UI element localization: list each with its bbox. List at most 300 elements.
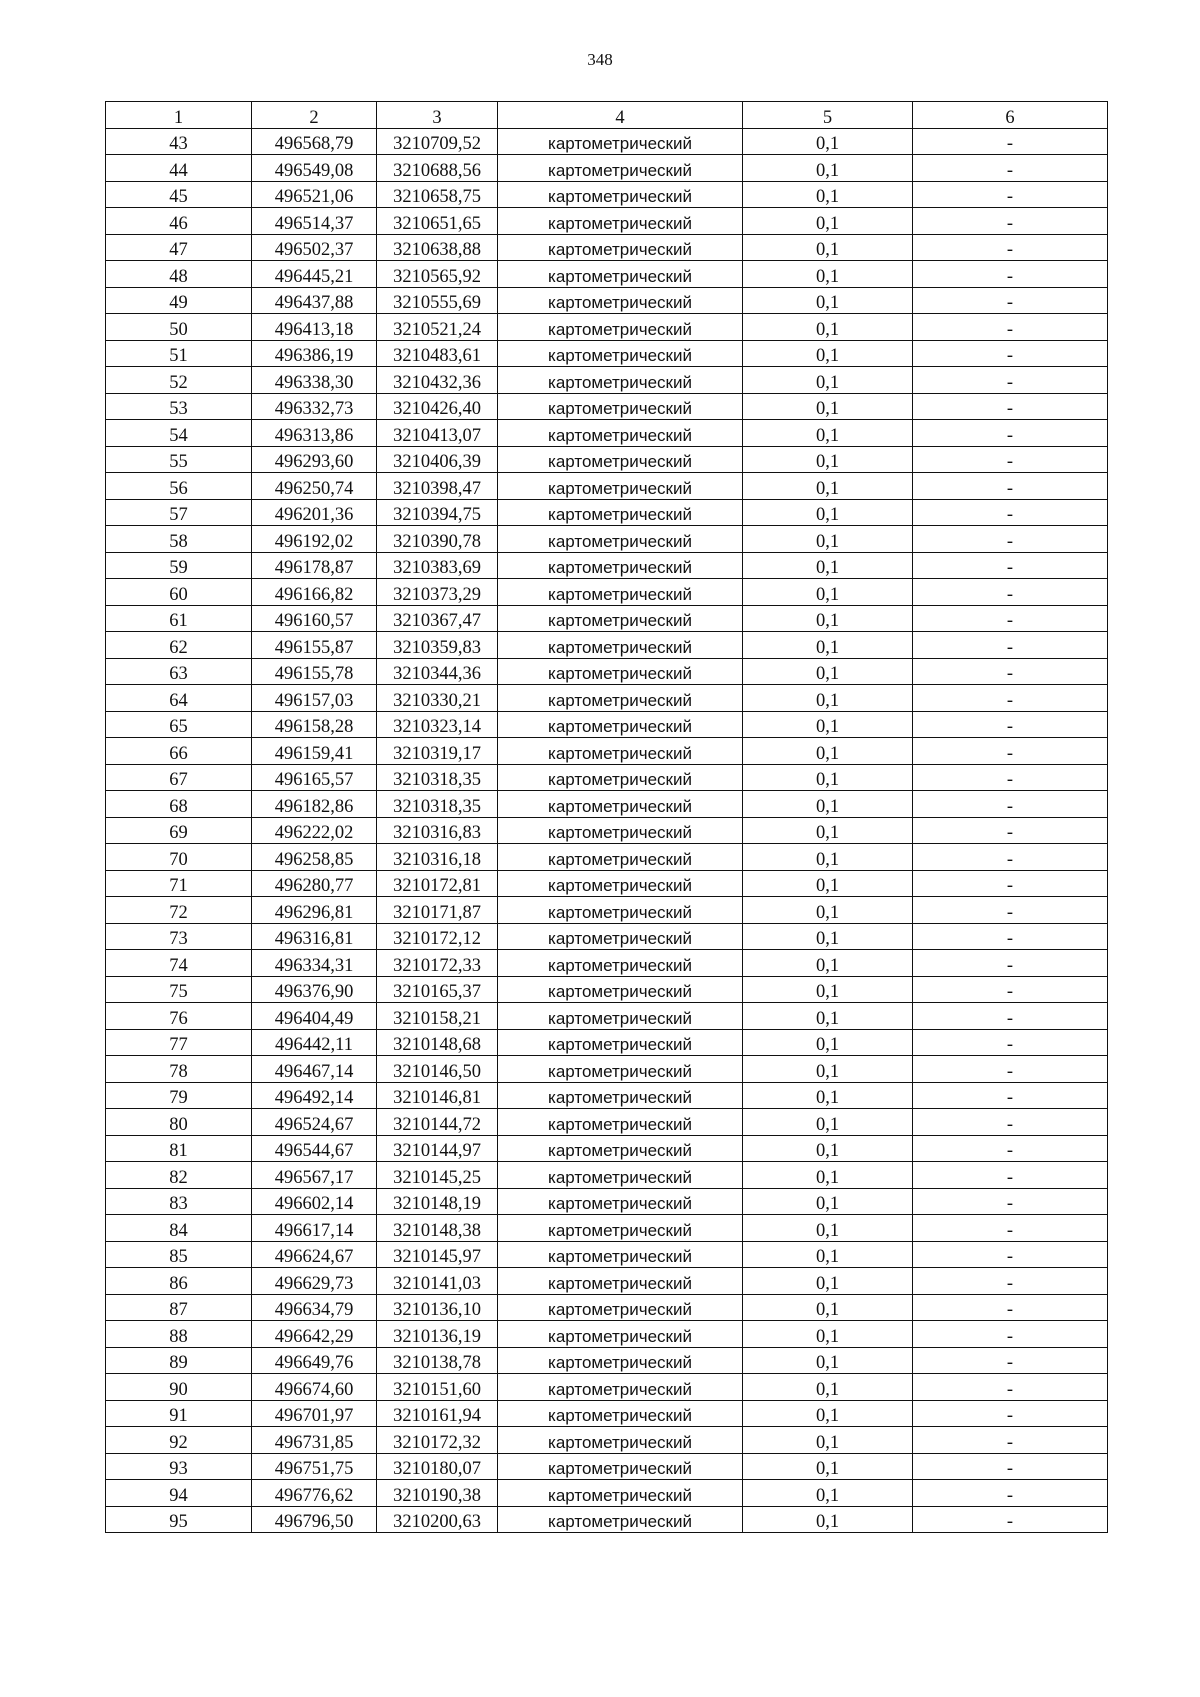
note-cell: - (913, 1374, 1108, 1401)
accuracy-cell: 0,1 (743, 738, 913, 765)
note-cell: - (913, 685, 1108, 712)
x-coordinate-cell: 496514,37 (252, 208, 377, 235)
point-number-cell: 80 (106, 1109, 252, 1136)
point-number-cell: 83 (106, 1188, 252, 1215)
point-number-cell: 69 (106, 817, 252, 844)
table-row (106, 1294, 1108, 1321)
note-cell: - (913, 393, 1108, 420)
note-cell: - (913, 658, 1108, 685)
x-coordinate-cell: 496258,85 (252, 844, 377, 871)
method-cell: картометрический (498, 234, 743, 261)
method-cell: картометрический (498, 314, 743, 341)
point-number-cell: 53 (106, 393, 252, 420)
note-cell: - (913, 446, 1108, 473)
y-coordinate-cell: 3210165,37 (377, 976, 498, 1003)
table-row (106, 605, 1108, 632)
point-number-cell: 84 (106, 1215, 252, 1242)
point-number-cell: 68 (106, 791, 252, 818)
table-row (106, 1003, 1108, 1030)
table-row (106, 1453, 1108, 1480)
table-row (106, 1268, 1108, 1295)
point-number-cell: 65 (106, 711, 252, 738)
method-cell: картометрический (498, 1109, 743, 1136)
note-cell: - (913, 1109, 1108, 1136)
table-row (106, 234, 1108, 261)
accuracy-cell: 0,1 (743, 897, 913, 924)
x-coordinate-cell: 496701,97 (252, 1400, 377, 1427)
x-coordinate-cell: 496192,02 (252, 526, 377, 553)
x-coordinate-cell: 496437,88 (252, 287, 377, 314)
note-cell: - (913, 1029, 1108, 1056)
method-cell: картометрический (498, 1003, 743, 1030)
coordinates-table (105, 101, 1108, 1533)
y-coordinate-cell: 3210316,83 (377, 817, 498, 844)
y-coordinate-cell: 3210148,68 (377, 1029, 498, 1056)
accuracy-cell: 0,1 (743, 764, 913, 791)
accuracy-cell: 0,1 (743, 711, 913, 738)
method-cell: картометрический (498, 208, 743, 235)
table-row (106, 950, 1108, 977)
table-row (106, 367, 1108, 394)
y-coordinate-cell: 3210638,88 (377, 234, 498, 261)
y-coordinate-cell: 3210323,14 (377, 711, 498, 738)
note-cell: - (913, 1215, 1108, 1242)
method-cell: картометрический (498, 1480, 743, 1507)
x-coordinate-cell: 496250,74 (252, 473, 377, 500)
note-cell: - (913, 605, 1108, 632)
method-cell: картометрический (498, 1374, 743, 1401)
table-row (106, 1109, 1108, 1136)
y-coordinate-cell: 3210316,18 (377, 844, 498, 871)
table-row (106, 1241, 1108, 1268)
point-number-cell: 67 (106, 764, 252, 791)
accuracy-cell: 0,1 (743, 340, 913, 367)
point-number-cell: 82 (106, 1162, 252, 1189)
table-row (106, 261, 1108, 288)
y-coordinate-cell: 3210318,35 (377, 764, 498, 791)
table-row (106, 1082, 1108, 1109)
x-coordinate-cell: 496568,79 (252, 128, 377, 155)
accuracy-cell: 0,1 (743, 261, 913, 288)
note-cell: - (913, 632, 1108, 659)
point-number-cell: 74 (106, 950, 252, 977)
accuracy-cell: 0,1 (743, 1321, 913, 1348)
point-number-cell: 49 (106, 287, 252, 314)
point-number-cell: 81 (106, 1135, 252, 1162)
y-coordinate-cell: 3210158,21 (377, 1003, 498, 1030)
point-number-cell: 45 (106, 181, 252, 208)
accuracy-cell: 0,1 (743, 950, 913, 977)
method-cell: картометрический (498, 473, 743, 500)
table-row (106, 658, 1108, 685)
method-cell: картометрический (498, 923, 743, 950)
note-cell: - (913, 473, 1108, 500)
x-coordinate-cell: 496549,08 (252, 155, 377, 182)
column-header: 5 (743, 102, 913, 129)
accuracy-cell: 0,1 (743, 155, 913, 182)
accuracy-cell: 0,1 (743, 367, 913, 394)
accuracy-cell: 0,1 (743, 658, 913, 685)
table-row (106, 870, 1108, 897)
y-coordinate-cell: 3210190,38 (377, 1480, 498, 1507)
x-coordinate-cell: 496376,90 (252, 976, 377, 1003)
x-coordinate-cell: 496796,50 (252, 1506, 377, 1533)
accuracy-cell: 0,1 (743, 976, 913, 1003)
point-number-cell: 46 (106, 208, 252, 235)
note-cell: - (913, 1241, 1108, 1268)
point-number-cell: 90 (106, 1374, 252, 1401)
y-coordinate-cell: 3210367,47 (377, 605, 498, 632)
table-row (106, 499, 1108, 526)
y-coordinate-cell: 3210688,56 (377, 155, 498, 182)
x-coordinate-cell: 496293,60 (252, 446, 377, 473)
note-cell: - (913, 1347, 1108, 1374)
table-row (106, 1321, 1108, 1348)
accuracy-cell: 0,1 (743, 128, 913, 155)
point-number-cell: 95 (106, 1506, 252, 1533)
point-number-cell: 73 (106, 923, 252, 950)
method-cell: картометрический (498, 1029, 743, 1056)
table-row (106, 552, 1108, 579)
table-row (106, 897, 1108, 924)
method-cell: картометрический (498, 1241, 743, 1268)
point-number-cell: 44 (106, 155, 252, 182)
note-cell: - (913, 420, 1108, 447)
method-cell: картометрический (498, 1453, 743, 1480)
note-cell: - (913, 1188, 1108, 1215)
table-row (106, 1188, 1108, 1215)
accuracy-cell: 0,1 (743, 181, 913, 208)
point-number-cell: 75 (106, 976, 252, 1003)
point-number-cell: 86 (106, 1268, 252, 1295)
method-cell: картометрический (498, 155, 743, 182)
method-cell: картометрический (498, 181, 743, 208)
table-row (106, 738, 1108, 765)
accuracy-cell: 0,1 (743, 287, 913, 314)
accuracy-cell: 0,1 (743, 393, 913, 420)
accuracy-cell: 0,1 (743, 1347, 913, 1374)
accuracy-cell: 0,1 (743, 446, 913, 473)
y-coordinate-cell: 3210651,65 (377, 208, 498, 235)
table-row (106, 1427, 1108, 1454)
note-cell: - (913, 579, 1108, 606)
x-coordinate-cell: 496332,73 (252, 393, 377, 420)
note-cell: - (913, 870, 1108, 897)
y-coordinate-cell: 3210141,03 (377, 1268, 498, 1295)
method-cell: картометрический (498, 287, 743, 314)
x-coordinate-cell: 496642,29 (252, 1321, 377, 1348)
method-cell: картометрический (498, 791, 743, 818)
method-cell: картометрический (498, 420, 743, 447)
accuracy-cell: 0,1 (743, 1453, 913, 1480)
note-cell: - (913, 844, 1108, 871)
method-cell: картометрический (498, 393, 743, 420)
x-coordinate-cell: 496442,11 (252, 1029, 377, 1056)
y-coordinate-cell: 3210406,39 (377, 446, 498, 473)
accuracy-cell: 0,1 (743, 1029, 913, 1056)
x-coordinate-cell: 496544,67 (252, 1135, 377, 1162)
table-row (106, 181, 1108, 208)
method-cell: картометрический (498, 764, 743, 791)
x-coordinate-cell: 496413,18 (252, 314, 377, 341)
x-coordinate-cell: 496731,85 (252, 1427, 377, 1454)
accuracy-cell: 0,1 (743, 552, 913, 579)
table-row (106, 393, 1108, 420)
y-coordinate-cell: 3210172,32 (377, 1427, 498, 1454)
point-number-cell: 51 (106, 340, 252, 367)
note-cell: - (913, 287, 1108, 314)
note-cell: - (913, 1427, 1108, 1454)
y-coordinate-cell: 3210172,33 (377, 950, 498, 977)
y-coordinate-cell: 3210146,50 (377, 1056, 498, 1083)
y-coordinate-cell: 3210383,69 (377, 552, 498, 579)
table-row (106, 1347, 1108, 1374)
method-cell: картометрический (498, 261, 743, 288)
point-number-cell: 88 (106, 1321, 252, 1348)
note-cell: - (913, 897, 1108, 924)
y-coordinate-cell: 3210146,81 (377, 1082, 498, 1109)
x-coordinate-cell: 496316,81 (252, 923, 377, 950)
table-row (106, 446, 1108, 473)
method-cell: картометрический (498, 1056, 743, 1083)
x-coordinate-cell: 496617,14 (252, 1215, 377, 1242)
accuracy-cell: 0,1 (743, 1400, 913, 1427)
y-coordinate-cell: 3210144,97 (377, 1135, 498, 1162)
note-cell: - (913, 1321, 1108, 1348)
accuracy-cell: 0,1 (743, 1056, 913, 1083)
table-row (106, 817, 1108, 844)
x-coordinate-cell: 496165,57 (252, 764, 377, 791)
x-coordinate-cell: 496492,14 (252, 1082, 377, 1109)
note-cell: - (913, 976, 1108, 1003)
point-number-cell: 59 (106, 552, 252, 579)
note-cell: - (913, 1162, 1108, 1189)
note-cell: - (913, 234, 1108, 261)
table-row (106, 1480, 1108, 1507)
column-header: 6 (913, 102, 1108, 129)
method-cell: картометрический (498, 1427, 743, 1454)
accuracy-cell: 0,1 (743, 579, 913, 606)
method-cell: картометрический (498, 1082, 743, 1109)
table-row (106, 764, 1108, 791)
y-coordinate-cell: 3210344,36 (377, 658, 498, 685)
table-row (106, 340, 1108, 367)
x-coordinate-cell: 496602,14 (252, 1188, 377, 1215)
accuracy-cell: 0,1 (743, 234, 913, 261)
method-cell: картометрический (498, 526, 743, 553)
point-number-cell: 47 (106, 234, 252, 261)
accuracy-cell: 0,1 (743, 499, 913, 526)
note-cell: - (913, 181, 1108, 208)
accuracy-cell: 0,1 (743, 420, 913, 447)
note-cell: - (913, 1480, 1108, 1507)
x-coordinate-cell: 496313,86 (252, 420, 377, 447)
method-cell: картометрический (498, 1321, 743, 1348)
note-cell: - (913, 950, 1108, 977)
method-cell: картометрический (498, 367, 743, 394)
method-cell: картометрический (498, 1135, 743, 1162)
accuracy-cell: 0,1 (743, 1135, 913, 1162)
accuracy-cell: 0,1 (743, 817, 913, 844)
y-coordinate-cell: 3210555,69 (377, 287, 498, 314)
note-cell: - (913, 817, 1108, 844)
table-row (106, 1506, 1108, 1533)
accuracy-cell: 0,1 (743, 870, 913, 897)
method-cell: картометрический (498, 499, 743, 526)
table-row (106, 632, 1108, 659)
table-body (106, 128, 1108, 1533)
x-coordinate-cell: 496166,82 (252, 579, 377, 606)
y-coordinate-cell: 3210172,12 (377, 923, 498, 950)
y-coordinate-cell: 3210136,10 (377, 1294, 498, 1321)
method-cell: картометрический (498, 1506, 743, 1533)
point-number-cell: 56 (106, 473, 252, 500)
x-coordinate-cell: 496155,78 (252, 658, 377, 685)
x-coordinate-cell: 496521,06 (252, 181, 377, 208)
y-coordinate-cell: 3210151,60 (377, 1374, 498, 1401)
table-row (106, 155, 1108, 182)
x-coordinate-cell: 496524,67 (252, 1109, 377, 1136)
y-coordinate-cell: 3210200,63 (377, 1506, 498, 1533)
x-coordinate-cell: 496445,21 (252, 261, 377, 288)
page-number: 348 (587, 50, 613, 69)
table-row (106, 1135, 1108, 1162)
table-row (106, 420, 1108, 447)
point-number-cell: 54 (106, 420, 252, 447)
table-row (106, 1215, 1108, 1242)
note-cell: - (913, 1082, 1108, 1109)
y-coordinate-cell: 3210521,24 (377, 314, 498, 341)
method-cell: картометрический (498, 817, 743, 844)
accuracy-cell: 0,1 (743, 685, 913, 712)
accuracy-cell: 0,1 (743, 1003, 913, 1030)
method-cell: картометрический (498, 1268, 743, 1295)
header-row (106, 102, 1108, 129)
method-cell: картометрический (498, 1400, 743, 1427)
point-number-cell: 58 (106, 526, 252, 553)
note-cell: - (913, 155, 1108, 182)
point-number-cell: 76 (106, 1003, 252, 1030)
accuracy-cell: 0,1 (743, 1480, 913, 1507)
x-coordinate-cell: 496159,41 (252, 738, 377, 765)
note-cell: - (913, 764, 1108, 791)
y-coordinate-cell: 3210330,21 (377, 685, 498, 712)
y-coordinate-cell: 3210432,36 (377, 367, 498, 394)
note-cell: - (913, 791, 1108, 818)
accuracy-cell: 0,1 (743, 605, 913, 632)
method-cell: картометрический (498, 1347, 743, 1374)
table-row (106, 711, 1108, 738)
point-number-cell: 85 (106, 1241, 252, 1268)
table-row (106, 1374, 1108, 1401)
accuracy-cell: 0,1 (743, 473, 913, 500)
accuracy-cell: 0,1 (743, 1374, 913, 1401)
note-cell: - (913, 1506, 1108, 1533)
table-row (106, 314, 1108, 341)
note-cell: - (913, 128, 1108, 155)
table-row (106, 976, 1108, 1003)
y-coordinate-cell: 3210172,81 (377, 870, 498, 897)
point-number-cell: 52 (106, 367, 252, 394)
table-row (106, 1400, 1108, 1427)
x-coordinate-cell: 496502,37 (252, 234, 377, 261)
point-number-cell: 71 (106, 870, 252, 897)
column-header: 1 (106, 102, 252, 129)
point-number-cell: 91 (106, 1400, 252, 1427)
note-cell: - (913, 340, 1108, 367)
point-number-cell: 87 (106, 1294, 252, 1321)
y-coordinate-cell: 3210319,17 (377, 738, 498, 765)
point-number-cell: 43 (106, 128, 252, 155)
note-cell: - (913, 367, 1108, 394)
accuracy-cell: 0,1 (743, 1082, 913, 1109)
point-number-cell: 89 (106, 1347, 252, 1374)
accuracy-cell: 0,1 (743, 1188, 913, 1215)
table-row (106, 287, 1108, 314)
method-cell: картометрический (498, 632, 743, 659)
method-cell: картометрический (498, 685, 743, 712)
y-coordinate-cell: 3210138,78 (377, 1347, 498, 1374)
y-coordinate-cell: 3210373,29 (377, 579, 498, 606)
x-coordinate-cell: 496160,57 (252, 605, 377, 632)
x-coordinate-cell: 496386,19 (252, 340, 377, 367)
note-cell: - (913, 499, 1108, 526)
table-row (106, 208, 1108, 235)
table-row (106, 923, 1108, 950)
accuracy-cell: 0,1 (743, 632, 913, 659)
y-coordinate-cell: 3210413,07 (377, 420, 498, 447)
method-cell: картометрический (498, 1294, 743, 1321)
accuracy-cell: 0,1 (743, 1427, 913, 1454)
x-coordinate-cell: 496338,30 (252, 367, 377, 394)
point-number-cell: 92 (106, 1427, 252, 1454)
accuracy-cell: 0,1 (743, 791, 913, 818)
point-number-cell: 62 (106, 632, 252, 659)
x-coordinate-cell: 496649,76 (252, 1347, 377, 1374)
method-cell: картометрический (498, 950, 743, 977)
y-coordinate-cell: 3210161,94 (377, 1400, 498, 1427)
x-coordinate-cell: 496280,77 (252, 870, 377, 897)
point-number-cell: 70 (106, 844, 252, 871)
note-cell: - (913, 1003, 1108, 1030)
method-cell: картометрический (498, 711, 743, 738)
method-cell: картометрический (498, 579, 743, 606)
x-coordinate-cell: 496157,03 (252, 685, 377, 712)
method-cell: картометрический (498, 128, 743, 155)
point-number-cell: 72 (106, 897, 252, 924)
note-cell: - (913, 923, 1108, 950)
table-row (106, 526, 1108, 553)
note-cell: - (913, 526, 1108, 553)
x-coordinate-cell: 496178,87 (252, 552, 377, 579)
method-cell: картометрический (498, 844, 743, 871)
x-coordinate-cell: 496674,60 (252, 1374, 377, 1401)
point-number-cell: 77 (106, 1029, 252, 1056)
table-row (106, 1162, 1108, 1189)
table-row (106, 473, 1108, 500)
table-row (106, 791, 1108, 818)
y-coordinate-cell: 3210390,78 (377, 526, 498, 553)
accuracy-cell: 0,1 (743, 314, 913, 341)
y-coordinate-cell: 3210426,40 (377, 393, 498, 420)
point-number-cell: 50 (106, 314, 252, 341)
method-cell: картометрический (498, 897, 743, 924)
accuracy-cell: 0,1 (743, 1215, 913, 1242)
x-coordinate-cell: 496634,79 (252, 1294, 377, 1321)
method-cell: картометрический (498, 738, 743, 765)
y-coordinate-cell: 3210180,07 (377, 1453, 498, 1480)
x-coordinate-cell: 496629,73 (252, 1268, 377, 1295)
